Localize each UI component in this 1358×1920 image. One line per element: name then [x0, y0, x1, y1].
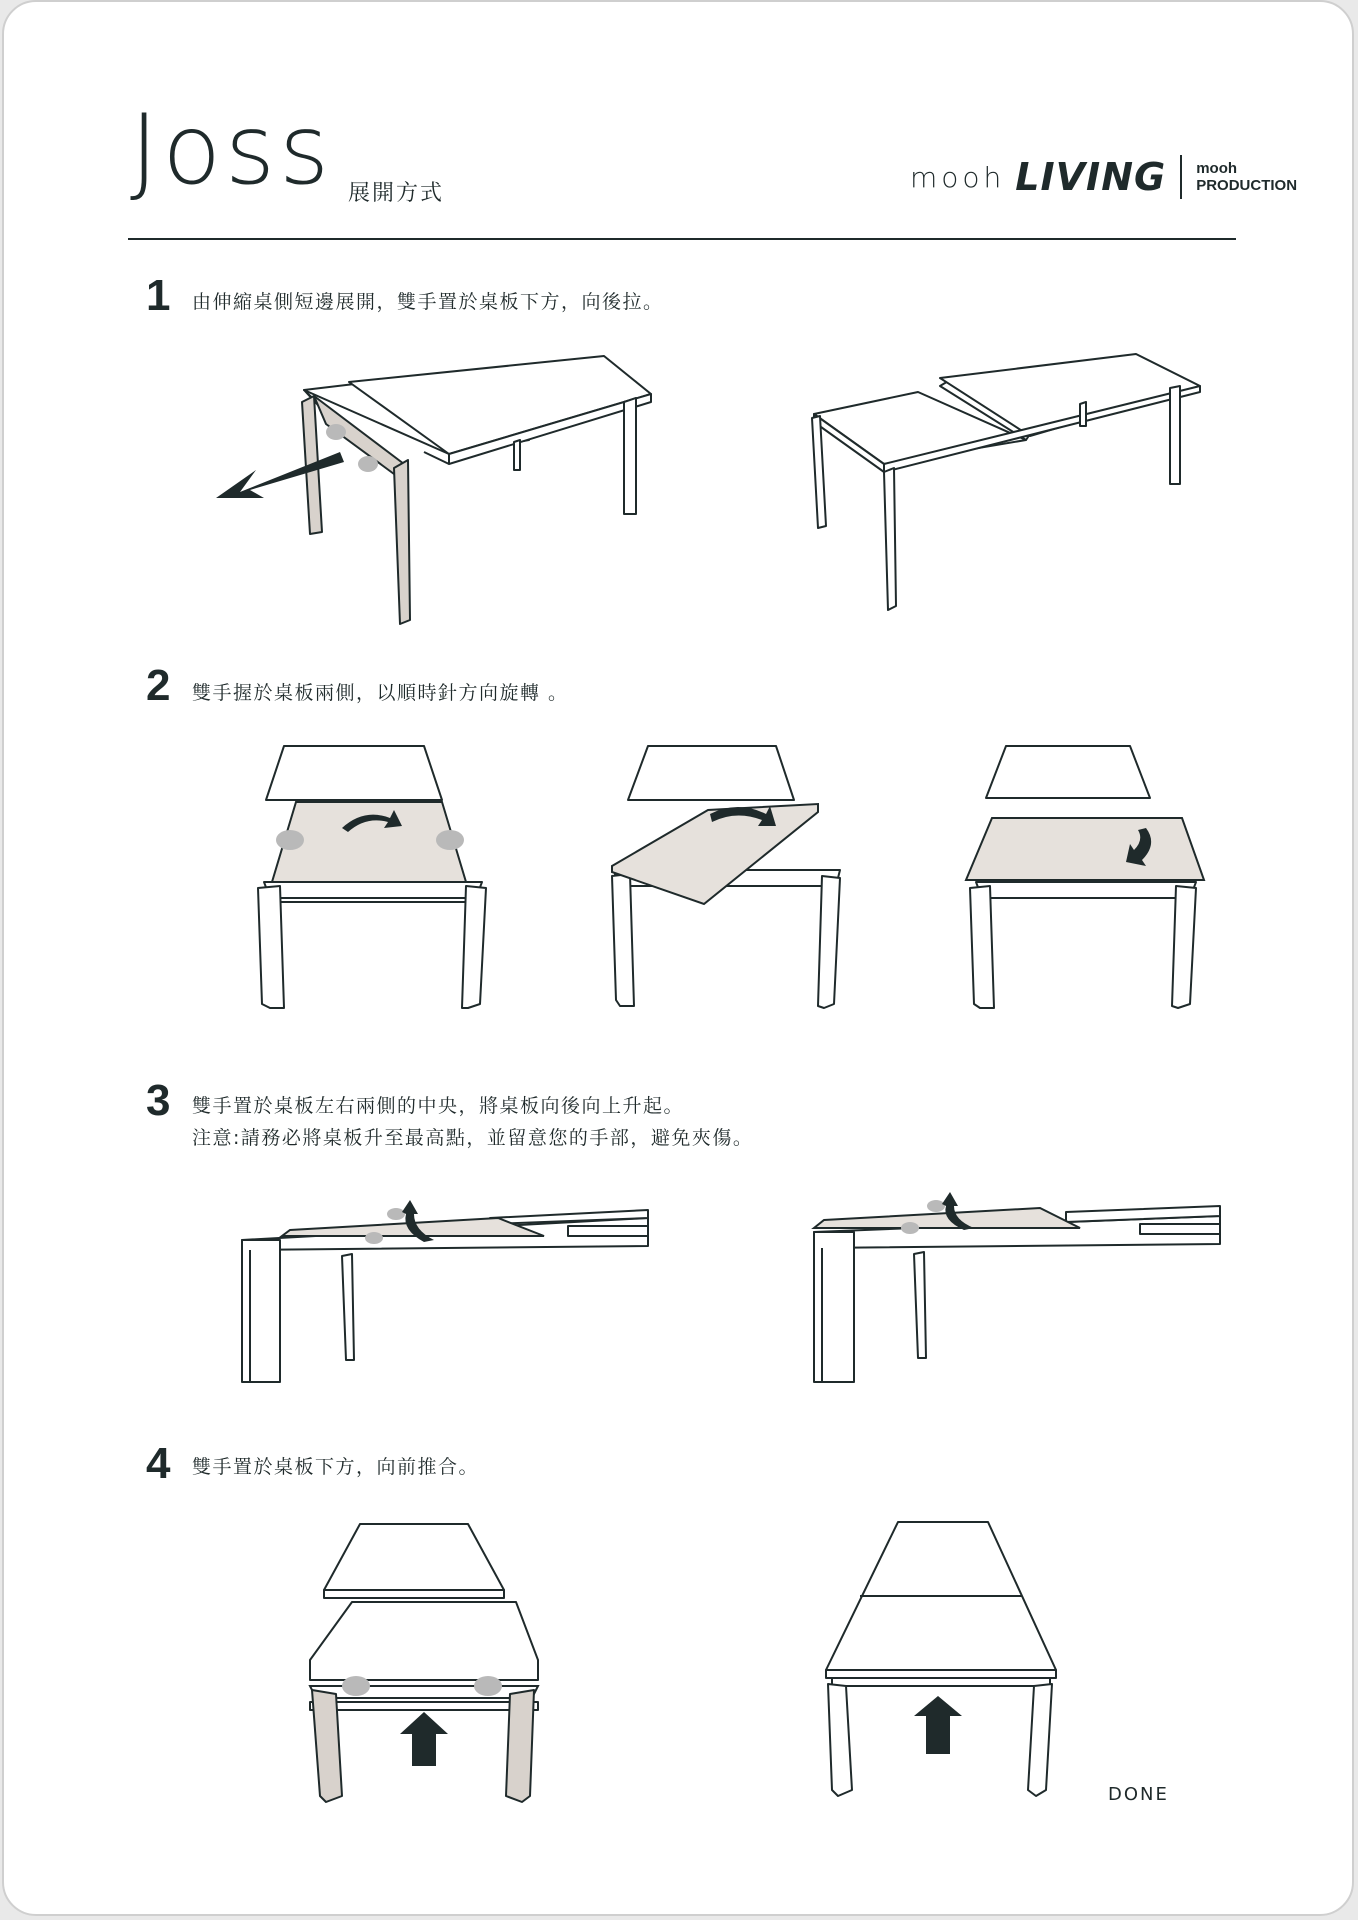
step-3-note: 注意:請務必將桌板升至最高點，並留意您的手部，避免夾傷。: [192, 1127, 754, 1149]
brand-divider: [1180, 155, 1182, 199]
step-1-illustration-b: [800, 342, 1220, 622]
brand-production-line-1: mooh: [1196, 160, 1238, 177]
header-rule: [128, 238, 1236, 240]
step-1-illustration-a: [204, 342, 664, 632]
step-3-text-line-1: 雙手置於桌板左右兩側的中央，將桌板向後向上升起。: [192, 1095, 685, 1117]
product-title: Joss: [130, 94, 334, 206]
step-2-number: 2: [146, 661, 171, 710]
push-arrow-icon: [400, 1712, 448, 1766]
pull-arrow-icon: [216, 452, 344, 498]
step-3-illustration-b: [810, 1188, 1220, 1388]
brand-mooh: mooh: [910, 160, 1006, 194]
brand-living: LIVING: [1015, 155, 1167, 199]
step-2-illustration-c: [962, 742, 1212, 1012]
step-2-text: 雙手握於桌板兩側，以順時針方向旋轉 。: [192, 682, 569, 704]
brand-production-line-2: PRODUCTION: [1196, 177, 1298, 194]
step-1-number: 1: [146, 271, 171, 320]
page-subtitle: 展開方式: [348, 181, 445, 206]
step-4-illustration-a: [306, 1520, 542, 1806]
step-3-text: [192, 1090, 753, 1154]
brand-production: [1196, 160, 1297, 194]
step-4-number: 4: [146, 1439, 171, 1488]
step-4-text: 雙手置於桌板下方，向前推合。: [192, 1456, 480, 1478]
step-3-number: 3: [146, 1076, 171, 1125]
step-1-text: 由伸縮桌側短邊展開，雙手置於桌板下方，向後拉。: [192, 291, 664, 313]
step-2-illustration-a: [254, 742, 494, 1012]
brand-logo: [910, 152, 1297, 202]
instruction-sheet: [2, 0, 1354, 1916]
step-2-illustration-b: [608, 742, 848, 1012]
step-3-illustration-a: [238, 1196, 648, 1386]
push-arrow-icon: [914, 1696, 962, 1754]
done-label: DONE: [1108, 1784, 1169, 1805]
step-4-illustration-b: [822, 1518, 1058, 1804]
